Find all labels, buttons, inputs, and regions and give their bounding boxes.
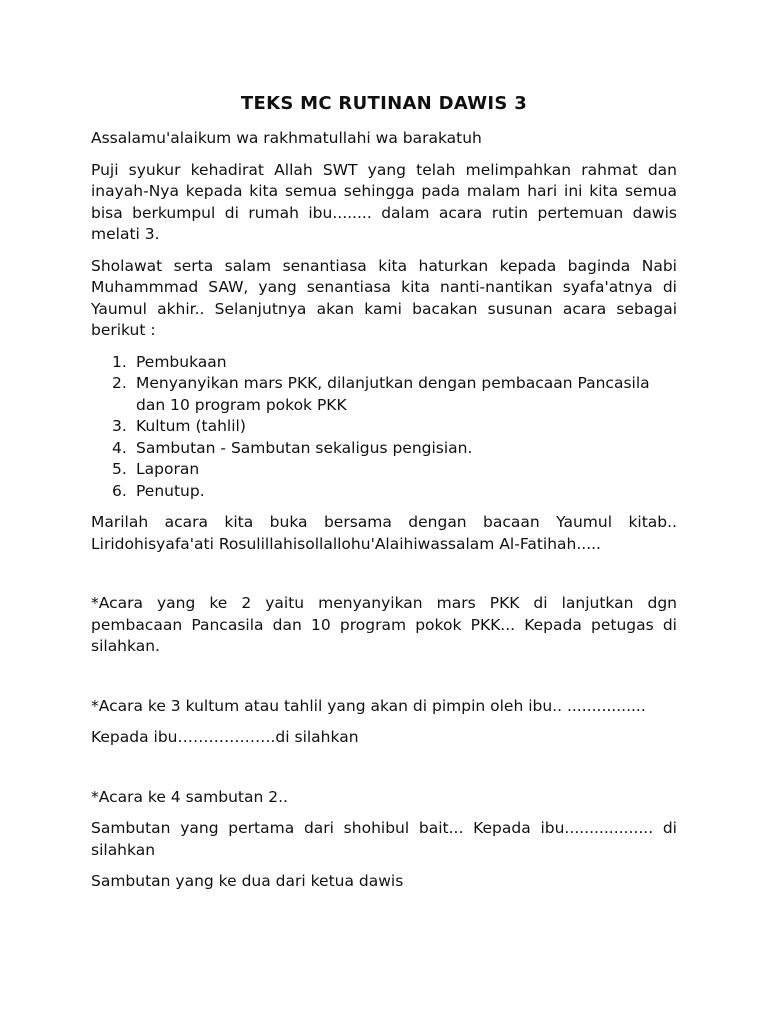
greeting-paragraph: Assalamu'alaikum wa rakhmatullahi wa barakatuh: [91, 129, 482, 147]
agenda-item-number: 6.: [112, 481, 127, 500]
agenda-item-text: Menyanyikan mars PKK, dilanjutkan dengan pembacaan Pancasila dan 10 program pokok PKK: [136, 374, 650, 414]
agenda-item-text: Kultum (tahlil): [136, 417, 246, 435]
agenda-item: [112, 373, 677, 416]
agenda-item-number: 1.: [112, 352, 127, 371]
agenda-3-paragraph: *Acara ke 3 kultum atau tahlil yang akan di pimpin oleh ibu.. ................: [91, 696, 646, 715]
spacer: [91, 668, 677, 696]
agenda-item-text: Laporan: [136, 460, 200, 478]
agenda-4-paragraph: *Acara ke 4 sambutan 2..: [91, 787, 288, 806]
agenda-list: [91, 352, 677, 503]
sholawat-paragraph: Sholawat serta salam senantiasa kita haturkan kepada baginda Nabi Muhammmad SAW, yang senantiasa kita nanti-nantikan syafa'atnya di Yaumul akhir.. Selanjutnya akan kami bacakan susunan acara sebagai berikut :: [91, 256, 677, 339]
agenda-item-text: Penutup.: [136, 481, 205, 500]
opening-paragraph: Puji syukur kehadirat Allah SWT yang telah melimpahkan rahmat dan inayah-Nya kepada kita semua sehingga pada malam hari ini kita semua bisa berkumpul di rumah ibu........ dalam acara rutin pertemuan dawis melati 3.: [91, 160, 677, 243]
opening-prayer-paragraph: Marilah acara kita buka bersama dengan bacaan Yaumul kitab.. Liridohisyafa'ati Rosulillahisollallohu'Alaihiwassalam Al-Fatihah.....: [91, 513, 677, 553]
spacer: [91, 565, 677, 593]
agenda-2-paragraph: *Acara yang ke 2 yaitu menyanyikan mars PKK di lanjutkan dgn pembacaan Pancasila dan 10 program pokok PKK... Kepada petugas di silahkan.: [91, 594, 677, 655]
agenda-item: [112, 481, 677, 503]
agenda-item: [112, 438, 677, 460]
agenda-item-text: Sambutan - Sambutan sekaligus pengisian.: [136, 438, 473, 457]
agenda-item-text: Pembukaan: [136, 352, 227, 371]
speech-2-paragraph: Sambutan yang ke dua dari ketua dawis: [91, 872, 404, 890]
document-title: TEKS MC RUTINAN DAWIS 3: [240, 93, 528, 114]
speech-1-paragraph: Sambutan yang pertama dari shohibul bait... Kepada ibu.................. di silahkan: [91, 819, 677, 859]
spacer: [91, 759, 677, 787]
agenda-3-invite-paragraph: Kepada ibu……………….di silahkan: [91, 728, 359, 746]
agenda-item-number: 3.: [112, 417, 127, 435]
agenda-item: [112, 352, 677, 374]
agenda-item-number: 5.: [112, 460, 127, 478]
agenda-item-number: 2.: [112, 374, 127, 392]
agenda-item: [112, 416, 677, 438]
agenda-item: [112, 459, 677, 481]
agenda-item-number: 4.: [112, 438, 127, 457]
